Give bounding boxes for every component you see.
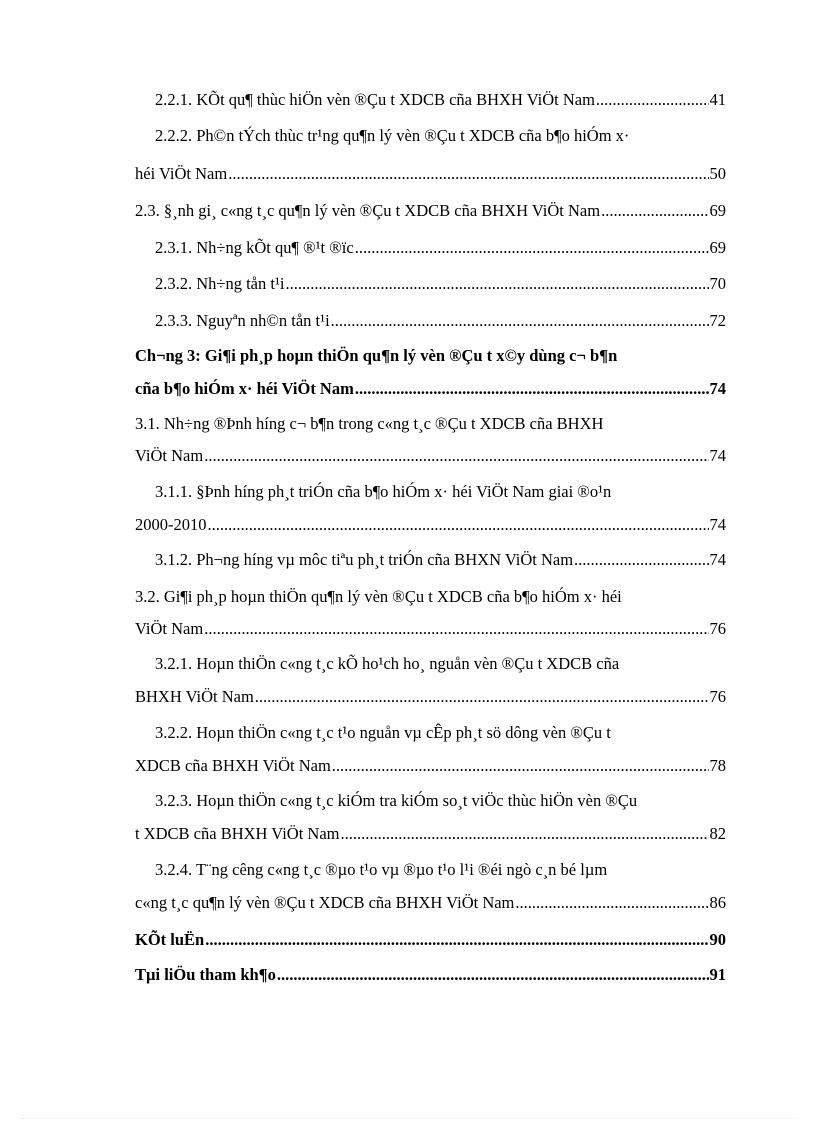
toc-entry-text: 2.3.2. Nh÷ng tån t¹i: [155, 274, 285, 293]
toc-entry-text: c«ng t¸c qu¶n lý vèn ®Çu t XDCB cña BHXH ViÖt Nam: [135, 893, 515, 912]
toc-entry-text: 3.1.1. §Þnh híng ph¸t triÓn cña b¶o hiÓm x· héi ViÖt Nam giai ®o¹n: [155, 482, 612, 501]
toc-entry-chapter-3-cont[interactable]: [135, 377, 726, 401]
toc-entry-3-1-1[interactable]: [135, 480, 726, 504]
toc-entry-chapter-3[interactable]: [135, 344, 726, 368]
toc-entry-text: 2.3.1. Nh÷ng kÕt qu¶ ®¹t ®ïc: [155, 238, 354, 257]
toc-leader: [286, 272, 709, 296]
toc-leader: [355, 236, 709, 260]
toc-leader: [341, 822, 709, 846]
toc-leader: [277, 963, 709, 987]
toc-entry-2-3-1[interactable]: [135, 236, 726, 260]
toc-entry-3-2-2-cont[interactable]: [135, 754, 726, 778]
toc-entry-3-2-4-cont[interactable]: [135, 891, 726, 915]
toc-entry-2-2-1[interactable]: [135, 88, 726, 112]
toc-page-number: 78: [709, 756, 726, 775]
toc-entry-text: 2.3.3. Nguyªn nh©n tån t¹i: [155, 311, 330, 330]
toc-page-number: 69: [709, 201, 726, 220]
toc-leader: [205, 928, 708, 952]
toc-leader: [204, 617, 708, 641]
page-bottom-divider: [20, 1118, 796, 1119]
toc-leader: [332, 754, 709, 778]
toc-entry-text: 3.2. Gi¶i ph¸p hoµn thiÖn qu¶n lý vèn ®Çu t XDCB cña b¶o hiÓm x· héi: [135, 587, 622, 606]
toc-entry-3-2-4[interactable]: [135, 858, 726, 882]
toc-entry-2-3-2[interactable]: [135, 272, 726, 296]
toc-entry-3-2-1[interactable]: [135, 652, 726, 676]
toc-leader: [515, 891, 708, 915]
toc-entry-text: 2000-2010: [135, 515, 207, 534]
toc-entry-text: 2.2.1. KÕt qu¶ thùc hiÖn vèn ®Çu t XDCB cña BHXH ViÖt Nam: [155, 90, 595, 109]
toc-entry-3-1-1-cont[interactable]: [135, 513, 726, 537]
toc-page-number: 90: [709, 930, 726, 949]
toc-entry-text: XDCB cña BHXH ViÖt Nam: [135, 756, 331, 775]
toc-page-number: 76: [709, 619, 726, 638]
toc-entry-2-3-3[interactable]: [135, 309, 726, 333]
toc-entry-text: 3.2.1. Hoµn thiÖn c«ng t¸c kÕ ho¹ch ho¸ nguån vèn ®Çu t XDCB cña: [155, 654, 620, 673]
toc-entry-3-2[interactable]: [135, 585, 726, 609]
toc-entry-text: héi ViÖt Nam: [135, 164, 228, 183]
toc-entry-text: ViÖt Nam: [135, 619, 204, 638]
toc-entry-references[interactable]: [135, 963, 726, 987]
toc-entry-text: ViÖt Nam: [135, 446, 204, 465]
toc-entry-text: 3.2.3. Hoµn thiÖn c«ng t¸c kiÓm tra kiÓm so¸t viÖc thùc hiÖn vèn ®Çu: [155, 791, 638, 810]
toc-page-number: 72: [709, 311, 726, 330]
toc-page-number: 74: [709, 379, 726, 398]
toc-leader: [255, 685, 709, 709]
toc-leader: [228, 162, 708, 186]
toc-leader: [574, 548, 708, 572]
toc-entry-text: 3.1.2. Ph¬ng híng vµ môc tiªu ph¸t triÓn cña BHXN ViÖt Nam: [155, 550, 574, 569]
toc-entry-2-3[interactable]: [135, 199, 726, 223]
toc-entry-text: cña b¶o hiÓm x· héi ViÖt Nam: [135, 379, 354, 398]
toc-entry-text: 3.2.2. Hoµn thiÖn c«ng t¸c t¹o nguån vµ cÊp ph¸t sö dông vèn ®Çu t: [155, 723, 611, 742]
toc-entry-text: KÕt luËn: [135, 930, 205, 949]
toc-page-number: 82: [709, 824, 726, 843]
toc-leader: [208, 513, 709, 537]
toc-page-number: 76: [709, 687, 726, 706]
toc-leader: [204, 444, 708, 468]
toc-entry-text: 3.1. Nh÷ng ®Þnh híng c¬ b¶n trong c«ng t¸c ®Çu t XDCB cña BHXH: [135, 414, 604, 433]
toc-entry-3-2-3-cont[interactable]: [135, 822, 726, 846]
toc-entry-text: 3.2.4. T¨ng cêng c«ng t¸c ®µo t¹o vµ ®µo t¹o l¹i ®éi ngò c¸n bé lµm: [155, 860, 608, 879]
toc-leader: [355, 377, 709, 401]
toc-entry-3-2-2[interactable]: [135, 721, 726, 745]
toc-entry-conclusion[interactable]: [135, 928, 726, 952]
toc-page-number: 91: [709, 965, 726, 984]
toc-leader: [596, 88, 709, 112]
toc-entry-text: 2.3. §¸nh gi¸ c«ng t¸c qu¶n lý vèn ®Çu t XDCB cña BHXH ViÖt Nam: [135, 201, 601, 220]
toc-leader: [601, 199, 708, 223]
toc-entry-text: 2.2.2. Ph©n tÝch thùc tr¹ng qu¶n lý vèn ®Çu t XDCB cña b¶o hiÓm x·: [155, 126, 630, 145]
toc-entry-3-1-2[interactable]: [135, 548, 726, 572]
toc-entry-2-2-2[interactable]: [135, 124, 726, 148]
toc-page-number: 41: [709, 90, 726, 109]
toc-entry-3-2-3[interactable]: [135, 789, 726, 813]
toc-entry-2-2-2-cont[interactable]: [135, 162, 726, 186]
toc-entry-text: Tµi liÖu tham kh¶o: [135, 965, 276, 984]
toc-page-number: 74: [709, 550, 726, 569]
toc-entry-text: BHXH ViÖt Nam: [135, 687, 254, 706]
toc-page-number: 74: [709, 446, 726, 465]
toc-page-number: 74: [709, 515, 726, 534]
toc-page-number: 70: [709, 274, 726, 293]
toc-entry-3-2-cont[interactable]: [135, 617, 726, 641]
toc-page-number: 69: [709, 238, 726, 257]
toc-entry-text: t XDCB cña BHXH ViÖt Nam: [135, 824, 340, 843]
toc-entry-text: Ch¬ng 3: Gi¶i ph¸p hoµn thiÖn qu¶n lý vèn ®Çu t x©y dùng c¬ b¶n: [135, 346, 618, 365]
toc-entry-3-1[interactable]: [135, 412, 726, 436]
toc-entry-3-2-1-cont[interactable]: [135, 685, 726, 709]
toc-leader: [331, 309, 709, 333]
toc-page-number: 86: [709, 893, 726, 912]
toc-entry-3-1-cont[interactable]: [135, 444, 726, 468]
toc-page-number: 50: [709, 164, 726, 183]
